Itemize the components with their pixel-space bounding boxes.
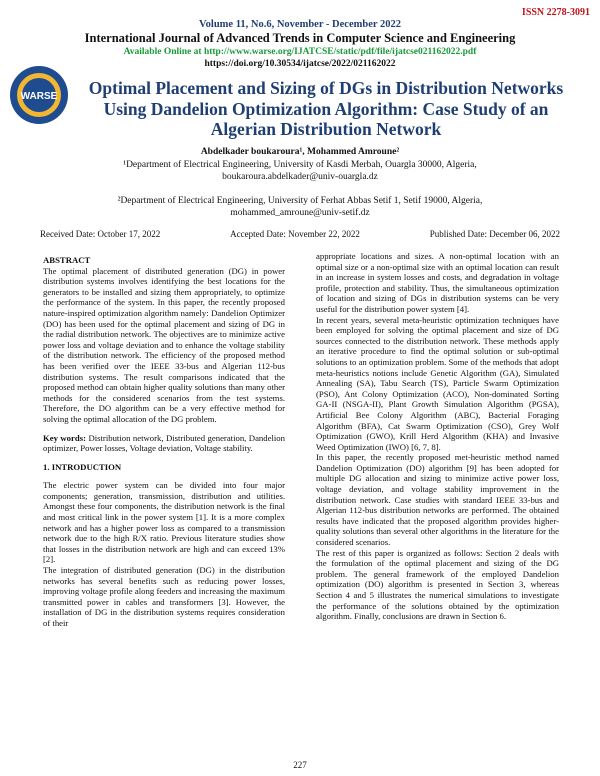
online-url[interactable]: Available Online at http://www.warse.org/IJATCSE/static/pdf/file/ijatcse021162022.pdf [123,47,477,57]
intro-heading: 1. INTRODUCTION [43,461,122,472]
affiliation-1-email: boukaroura.abdelkader@univ-ouargla.dz [222,171,378,182]
accepted-date: Accepted Date: November 22, 2022 [230,229,360,239]
warse-logo [8,64,70,126]
intro-paragraph-1: The electric power system can be divided into four major components; generation, transmission, distribution and utilities. Amongst these four components, the distribution network is the final and most critical link in the power system [1]. It is a more complex network and has a higher power loss as compared to a transmission network due to the high R/X ratio. Previous literature studies show that losses in the distribution network are high and can exceed 13% [2]. [43,480,285,565]
right-paragraph-3: In this paper, the recently proposed met-heuristic method named Dandelion Optimization (DO) algorithm [9] has been adopted for multiple DG allocation and sizing to minimize active power loss, voltage deviation, and voltage stability improvement in the distribution network. Case studies with standard IEEE 33-bus and Algerian 112-bus distribution networks are performed. The obtained results have indicated that the proposed algorithm provides higher-quality solutions than several other algorithms in the literature for the considered scenarios. [316,452,559,548]
received-date: Received Date: October 17, 2022 [40,229,161,239]
logo-text: WARSE [20,91,58,102]
keywords-label: Key words: [43,432,86,443]
keywords-text: Distribution network, Distributed generation, Dandelion optimizer, Power losses, Voltage deviation, Voltage stability. [43,432,285,454]
paper-title: Optimal Placement and Sizing of DGs in Distribution Networks Using Dandelion Optimization Algorithm: Case Study of an Algerian Distribution Network [88,78,564,139]
intro-paragraph-2: The integration of distributed generation (DG) in the distribution networks has several benefits such as reducing power losses, improving voltage profile along feeders and increasing the maximum transmitted power in cables and transformers [3]. However, the installation of DG in the distribution systems requires consideration of their [43,565,285,628]
published-date: Published Date: December 06, 2022 [429,229,560,239]
volume-line: Volume 11, No.6, November - December 2022 [199,19,401,30]
authors: Abdelkader boukaroura¹, Mohammed Amroune² [200,147,400,157]
affiliation-2 [0,196,600,219]
left-column [43,255,285,629]
dates-row [40,229,560,239]
right-paragraph-1: appropriate locations and sizes. A non-optimal location with an optimal size or a non-optimal size with an optimal location can result in an increase in system losses and costs, and degradation in voltage profile, protection and stability. Thus, the simultaneous optimization of location and sizing of DGs in distribution systems can be very useful for the distribution power system [4]. [316,251,559,314]
doi-link[interactable]: https://doi.org/10.30534/ijatcse/2022/021162022 [204,59,396,69]
affiliation-1 [0,160,600,183]
abstract-heading: ABSTRACT [43,255,91,265]
page-number: 227 [293,760,307,770]
keywords [43,433,285,454]
right-column [316,251,559,622]
affiliation-1-dept: ¹Department of Electrical Engineering, University of Kasdi Merbah, Ouargla 30000, Algeria, [123,160,477,170]
abstract-text: The optimal placement of distributed generation (DG) in power distribution systems involves identifying the best locations for the generators to be installed and sizing them appropriately, to optimize the performance of the system. In this paper, the recently proposed nature-inspired optimization algorithm namely: Dandelion Optimizer (DO) has been used for the optimal placement and sizing of DG in the radial distribution network. The objectives are to minimize active power loss and voltage deviation and to enhance the voltage stability of the distribution network. The efficiency of the proposed method has been verified over the IEEE 33-bus and Algerian 112-bus distribution systems. The result comparisons indicated that the proposed method can obtain higher quality solutions than many other methods for the considered scenarios from the test systems. Therefore, the DO algorithm can be a very effective method for solving the optimal allocation of the DG problem. [43,265,285,424]
right-paragraph-2: In recent years, several meta-heuristic optimization techniques have been employed for solving the optimal placement and size of DG sources connected to the distribution network. These methods apply an iterative procedure to find the optimal solution or sub-optimal solutions to an optimization problem. Some of the methods that adopt meta-heuristics notions include Genetic Algorithm (GA), Simulated Annealing (SA), Tabu Search (TS), Particle Swarm Optimization (PSO), Ant Colony Optimization (ACO), Non-dominated Sorting GA-II (NSGA-II), Plant Growth Simulation Algorithm (PGSA), Artificial Bee Colony Algorithm (ABC), Bacterial Foraging Algorithm (BFA), Cat Swarm Optimization (CSO), Grey Wolf Optimization (GWO), Krill Herd Algorithm (KHA) and Invasive Weed Optimization (IWO) [6, 7, 8]. [316,314,559,452]
right-paragraph-4: The rest of this paper is organized as follows: Section 2 deals with the formulation of the optimal placement and sizing of the DG problem. The general framework of the employed Dandelion optimization (DO) algorithm is presented in Section 3, whereas Section 4 and 5 illustrates the numerical simulations to investigate the performance of the solutions obtained by the optimization algorithm. Finally, conclusions are drawn in Section 6. [316,547,559,622]
issn: ISSN 2278-3091 [521,7,590,18]
affiliation-2-email: mohammed_amroune@univ-setif.dz [230,207,370,218]
affiliation-2-dept: ²Department of Electrical Engineering, University of Ferhat Abbas Setif 1, Setif 19000, Algeria, [117,196,483,206]
journal-name: International Journal of Advanced Trends in Computer Science and Engineering [84,31,516,45]
